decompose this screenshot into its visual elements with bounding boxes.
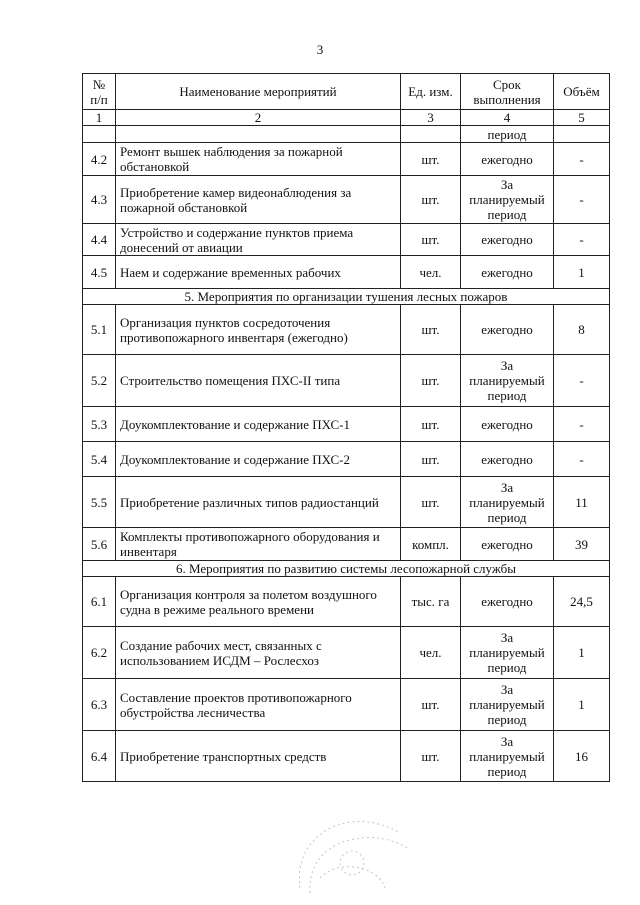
row-unit: шт. (401, 442, 461, 477)
table-row (83, 577, 610, 627)
row-term: ежегодно (461, 528, 554, 561)
column-number: 4 (461, 110, 554, 126)
table-row (83, 305, 610, 355)
row-unit: шт. (401, 477, 461, 528)
table-row (83, 143, 610, 176)
row-term: ежегодно (461, 305, 554, 355)
row-volume: 8 (554, 305, 610, 355)
table-header-row (83, 74, 610, 110)
column-number: 2 (116, 110, 401, 126)
column-number: 5 (554, 110, 610, 126)
row-term: За планируемый период (461, 176, 554, 224)
row-name: Приобретение камер видеонаблюдения за пожарной обстановкой (116, 176, 401, 224)
row-volume: - (554, 143, 610, 176)
row-num: 5.2 (83, 355, 116, 407)
section-row (83, 289, 610, 305)
column-numbers-row (83, 110, 610, 126)
row-unit: шт. (401, 679, 461, 731)
row-unit: шт. (401, 355, 461, 407)
row-term: За планируемый период (461, 679, 554, 731)
header-volume: Объём (554, 74, 610, 110)
row-volume: - (554, 176, 610, 224)
row-unit: шт. (401, 143, 461, 176)
page-number: 3 (316, 42, 324, 57)
row-term: За планируемый период (461, 627, 554, 679)
row-num: 4.3 (83, 176, 116, 224)
row-term: За планируемый период (461, 355, 554, 407)
table-row (83, 176, 610, 224)
row-name: Доукомплектование и содержание ПХС-1 (116, 407, 401, 442)
column-number: 1 (83, 110, 116, 126)
row-unit: шт. (401, 176, 461, 224)
row-name: Приобретение транспортных средств (116, 731, 401, 782)
row-volume: - (554, 442, 610, 477)
row-volume: 39 (554, 528, 610, 561)
row-volume: 1 (554, 256, 610, 289)
row-term: За планируемый период (461, 731, 554, 782)
continuation-row (83, 126, 610, 143)
table-row (83, 679, 610, 731)
table-row (83, 731, 610, 782)
row-num: 4.5 (83, 256, 116, 289)
header-num: № п/п (83, 74, 116, 110)
row-num: 6.1 (83, 577, 116, 627)
row-volume: 1 (554, 627, 610, 679)
row-term: ежегодно (461, 256, 554, 289)
row-name: Организация пунктов сосредоточения противопожарного инвентаря (ежегодно) (116, 305, 401, 355)
row-term: ежегодно (461, 143, 554, 176)
row-volume: 11 (554, 477, 610, 528)
table-row (83, 477, 610, 528)
row-num: 4.2 (83, 143, 116, 176)
row-unit: тыс. га (401, 577, 461, 627)
row-unit: шт. (401, 407, 461, 442)
row-unit: чел. (401, 256, 461, 289)
row-unit: шт. (401, 731, 461, 782)
row-volume: 16 (554, 731, 610, 782)
header-unit: Ед. изм. (401, 74, 461, 110)
row-name: Комплекты противопожарного оборудования и инвентаря (116, 528, 401, 561)
row-name: Доукомплектование и содержание ПХС-2 (116, 442, 401, 477)
measures-table (82, 73, 610, 782)
row-volume: - (554, 355, 610, 407)
row-term: За планируемый период (461, 477, 554, 528)
table-row (83, 355, 610, 407)
table-row (83, 627, 610, 679)
row-term: ежегодно (461, 577, 554, 627)
table-row (83, 442, 610, 477)
row-num: 6.3 (83, 679, 116, 731)
stamp-mark (290, 808, 420, 898)
row-num: 4.4 (83, 224, 116, 256)
table-row (83, 256, 610, 289)
continuation-term: период (461, 126, 554, 143)
row-name: Создание рабочих мест, связанных с использованием ИСДМ – Рослесхоз (116, 627, 401, 679)
row-name: Наем и содержание временных рабочих (116, 256, 401, 289)
row-volume: 24,5 (554, 577, 610, 627)
row-unit: шт. (401, 305, 461, 355)
row-volume: 1 (554, 679, 610, 731)
row-term: ежегодно (461, 224, 554, 256)
row-term: ежегодно (461, 442, 554, 477)
row-num: 6.2 (83, 627, 116, 679)
header-name: Наименование мероприятий (116, 74, 401, 110)
row-name: Организация контроля за полетом воздушного судна в режиме реального времени (116, 577, 401, 627)
table-row (83, 528, 610, 561)
row-name: Составление проектов противопожарного обустройства лесничества (116, 679, 401, 731)
row-name: Устройство и содержание пунктов приема донесений от авиации (116, 224, 401, 256)
row-name: Строительство помещения ПХС-II типа (116, 355, 401, 407)
row-name: Ремонт вышек наблюдения за пожарной обстановкой (116, 143, 401, 176)
table-row (83, 224, 610, 256)
row-unit: шт. (401, 224, 461, 256)
column-number: 3 (401, 110, 461, 126)
row-num: 5.3 (83, 407, 116, 442)
section-row (83, 561, 610, 577)
row-num: 5.4 (83, 442, 116, 477)
section-title: 6. Мероприятия по развитию системы лесопожарной службы (83, 561, 610, 577)
row-term: ежегодно (461, 407, 554, 442)
row-name: Приобретение различных типов радиостанций (116, 477, 401, 528)
row-num: 5.5 (83, 477, 116, 528)
header-term: Срок выполнения (461, 74, 554, 110)
row-num: 5.1 (83, 305, 116, 355)
row-unit: чел. (401, 627, 461, 679)
row-num: 5.6 (83, 528, 116, 561)
table-row (83, 407, 610, 442)
row-volume: - (554, 407, 610, 442)
row-unit: компл. (401, 528, 461, 561)
section-title: 5. Мероприятия по организации тушения лесных пожаров (83, 289, 610, 305)
row-num: 6.4 (83, 731, 116, 782)
row-volume: - (554, 224, 610, 256)
